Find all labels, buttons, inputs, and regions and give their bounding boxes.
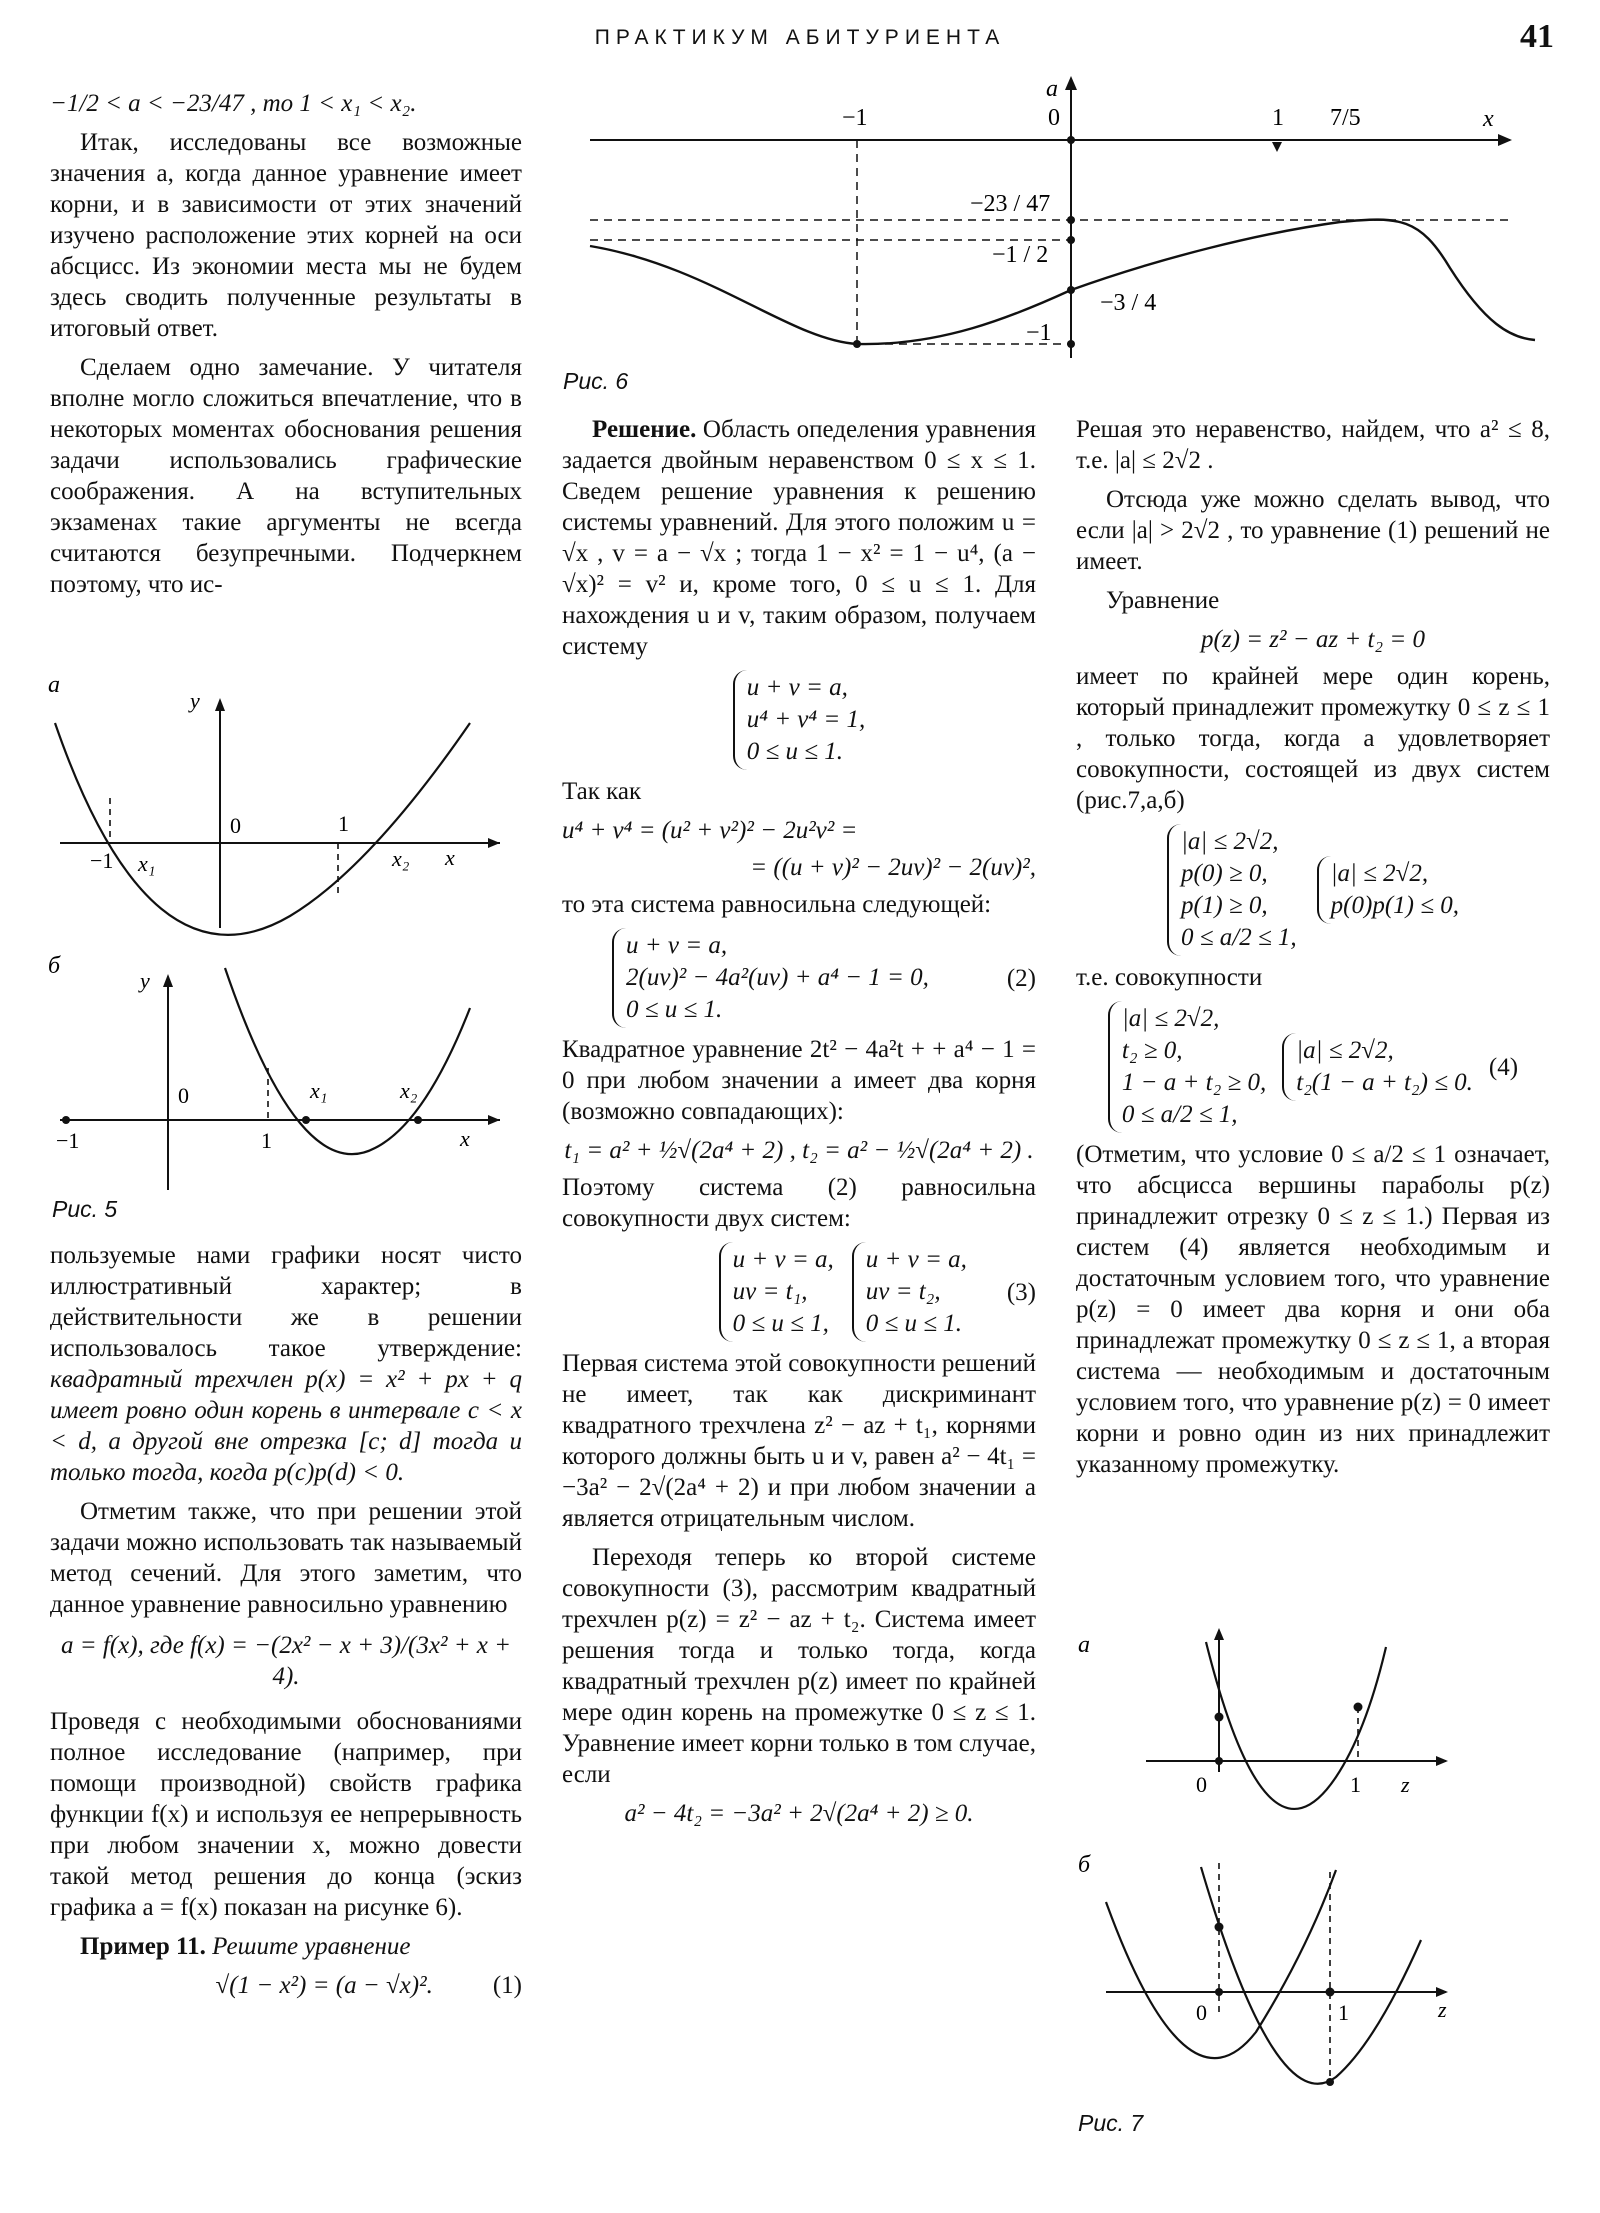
col2-equivalent: то эта система равносильна следующей: [562, 891, 992, 918]
column-1 [50, 88, 522, 608]
fig5a-x-arrow [488, 838, 500, 848]
col1-paragraph-3: пользуемые нами графики носят чисто иллюстративный характер; в действительности же в решении использовалось такое утверждение: квадратный трехчлен p(x) = x² + px + q имеет ровно один корень в интервале c < x < d, а другой вне отрезка [c; d] тогда и только тогда, когда p(c)p(d) < 0. [50, 1242, 522, 1486]
fig6-label-34: −3 / 4 [1100, 290, 1157, 316]
figure-7 [1076, 1622, 1546, 2142]
col1-equation-1: √(1 − x²) = (a − √x)². (1) [215, 1972, 522, 1999]
fig5-label-a: а [48, 672, 60, 698]
fig5a-minus-one: −1 [90, 848, 114, 873]
fig5a-y-arrow [215, 698, 225, 711]
fig5b-x-arrow [488, 1115, 500, 1125]
figure-5-plot [40, 668, 510, 1228]
col3-system-4: |a| ≤ 2√2, t₂ ≥ 0, 1 − a + t₂ ≥ 0, 0 ≤ a/2 ≤ 1, |a| ≤ 2√2, t₂(1 − a + t₂) ≤ 0. (4) [1076, 1001, 1550, 1133]
fig6-a-label: a [1046, 76, 1058, 102]
fig5b-parabola [225, 968, 470, 1154]
fig6-x-arrow [1498, 134, 1512, 146]
fig6-point-34 [1067, 286, 1075, 294]
fig7a-vert-arrow [1214, 1628, 1224, 1640]
col2-tak-kak: Так как [562, 778, 642, 805]
fig6-label-2347: −23 / 47 [970, 191, 1051, 217]
fig5b-root-2 [414, 1116, 422, 1124]
fig5a-x2: x₂ [392, 846, 410, 871]
fig6-origin [1067, 136, 1075, 144]
col2-first-system: Первая система этой совокупности решений не имеет, так как дискриминант квадратного трехчлена z² − az + t₁, корнями которого должны быть u и v, равен a² − 4t₁ = −3a² − 2√(2a⁴ + 2) и при любом значении a является отрицательным числом. [562, 1350, 1036, 1532]
col3-uravnenie: Уравнение [1106, 587, 1220, 614]
fig6-caption: Рис. 6 [563, 368, 629, 394]
fig6-x-label: x [1483, 106, 1494, 132]
col1-paragraph-5: Проведя с необходимыми обоснованиями полное исследование (например, при помощи производной) свойств графика функции f(x) и используя ее непрерывность при любом значении x, можно довести такой метод решения до конца (эскиз графика a = f(x) показан на рисунке 6). [50, 1708, 522, 1921]
column-1-continued [50, 1240, 522, 2007]
col3-systems-ab: |a| ≤ 2√2, p(0) ≥ 0, p(1) ≥ 0, 0 ≤ a/2 ≤ 1, |a| ≤ 2√2, p(0)p(1) ≤ 0, [1076, 824, 1550, 956]
fig7a-point-p1 [1354, 1703, 1363, 1712]
fig5a-y-label: y [190, 688, 200, 713]
col2-equation-t: t₁ = a² + ½√(2a⁴ + 2) , t₂ = a² − ½√(2a⁴ + 2) . [564, 1137, 1034, 1164]
col2-second-system: Переходя теперь ко второй системе совокупности (3), рассмотрим квадратный трехчлен p(z) = z² − az + t₂. Система имеет решения тогда и только тогда, когда квадратный трехчлен p(z) имеет по крайней мере один корень на промежутке 0 ≤ z ≤ 1. Уравнение имеет корни только в том случае, если [562, 1544, 1036, 1788]
col1-intro-inequality: −1/2 < a < −23/47 , то 1 < x₁ < x₂. [50, 90, 417, 117]
col2-system-2: u + v = a, 2(uv)² − 4a²(uv) + a⁴ − 1 = 0, 0 ≤ u ≤ 1. (2) [562, 928, 1036, 1028]
fig5b-point-minus-one [62, 1116, 70, 1124]
fig5b-x-label: x [460, 1126, 470, 1151]
col1-paragraph-1: Итак, исследованы все возможные значения a, когда данное уравнение имеет корни, и в зависимости от этих значений изучено расположение этих корней на оси абсцисс. Из экономии места мы не будем здесь сводить полученные результаты в итоговый ответ. [50, 129, 522, 342]
fig5-caption: Рис. 5 [52, 1196, 118, 1222]
fig5a-x1: x₁ [138, 851, 156, 876]
fig5b-one: 1 [261, 1128, 272, 1153]
col1-paragraph-2: Сделаем одно замечание. У читателя вполне могло сложиться впечатление, что в некоторых моментах обоснования решения задачи использовались графические соображения. А на вступительных экзаменах такие аргументы не всегда считаются безупречными. Подчеркнем поэтому, что ис- [50, 354, 522, 598]
fig7a-zero: 0 [1196, 1772, 1207, 1797]
fig5b-root-1 [302, 1116, 310, 1124]
fig7-label-b: б [1078, 1852, 1091, 1878]
fig6-curve [590, 220, 1535, 344]
fig7b-parabola-1 [1106, 1870, 1336, 2058]
fig7a-one: 1 [1350, 1772, 1361, 1797]
fig7b-point-p0 [1215, 1923, 1224, 1932]
fig5-label-b: б [48, 953, 61, 979]
col3-paragraph-1: Решая это неравенство, найдем, что a² ≤ 8, т.е. |a| ≤ 2√2 . [1076, 416, 1550, 474]
fig5b-minus-one: −1 [56, 1128, 80, 1153]
figure-5 [40, 668, 510, 1228]
fig6-tick-one-marker [1272, 142, 1282, 152]
fig7b-z: z [1438, 1997, 1447, 2022]
fig5a-parabola [55, 723, 470, 935]
fig7a-origin [1215, 1757, 1223, 1765]
col1-equation-f: a = f(x), где f(x) = −(2x² − x + 3)/(3x² + x + 4). [60, 1632, 512, 1690]
fig5b-x2: x₂ [400, 1078, 418, 1103]
fig7b-zero: 0 [1196, 2000, 1207, 2025]
col3-sovokupnosti: т.е. совокупности [1076, 964, 1263, 991]
fig7b-point-p1 [1326, 1988, 1335, 1997]
col1-example: Пример 11. Решите уравнение [80, 1933, 411, 1960]
fig5b-zero: 0 [178, 1083, 189, 1108]
fig7b-one: 1 [1338, 2000, 1349, 2025]
figure-6 [560, 68, 1560, 408]
fig6-label-m1: −1 [1026, 320, 1052, 346]
figure-6-plot [560, 68, 1560, 408]
running-header: ПРАКТИКУМ АБИТУРИЕНТА [594, 26, 1006, 49]
column-2 [562, 414, 1036, 1835]
fig7b-vertex [1326, 2078, 1334, 2086]
fig6-point-min [853, 340, 861, 348]
col2-poetomu: Поэтому система (2) равносильна совокупности двух систем: [562, 1174, 1036, 1232]
col3-paragraph-6: (Отметим, что условие 0 ≤ a/2 ≤ 1 означает, что абсцисса вершины параболы p(z) принадлежит отрезку 0 ≤ z ≤ 1.) Первая из систем (4) является необходимым и достаточным условием того, что уравнение p(z) = 0 имеет два корня и они оба принадлежат промежутку 0 ≤ z ≤ 1, а вторая система — необходимым и достаточным условием того, что уравнение p(z) = 0 имеет корни и ровно один из них принадлежит указанному промежутку. [1076, 1141, 1550, 1478]
fig7-caption: Рис. 7 [1078, 2110, 1144, 2136]
fig5b-x1: x₁ [310, 1078, 328, 1103]
fig7b-z-arrow [1436, 1987, 1448, 1997]
fig7a-z: z [1401, 1772, 1410, 1797]
col2-equation-last: a² − 4t₂ = −3a² + 2√(2a⁴ + 2) ≥ 0. [624, 1800, 974, 1827]
col2-solution: Решение. Область опеделения уравнения задается двойным неравенством 0 ≤ x ≤ 1. Сведем решение уравнения к решению системы уравнений. Для этого положим u = √x , v = a − √x ; тогда 1 − x² = 1 − u⁴, (a − √x)² = v² и, кроме того, 0 ≤ u ≤ 1. Для нахождения u и v, таким образом, получаем систему [562, 416, 1037, 660]
col3-equation-p: p(z) = z² − az + t₂ = 0 [1201, 626, 1425, 653]
col2-quadratic: Квадратное уравнение 2t² − 4a²t + + a⁴ − 1 = 0 при любом значении a имеет два корня (возможно совпадающих): [562, 1036, 1036, 1125]
fig6-label-12: −1 / 2 [992, 242, 1049, 268]
column-3 [1076, 414, 1550, 1488]
fig7a-point-p0 [1215, 1713, 1224, 1722]
fig6-point-2347 [1067, 216, 1075, 224]
fig6-tick-m1: −1 [842, 105, 868, 131]
fig7b-origin [1215, 1988, 1223, 1996]
fig6-a-arrow [1065, 76, 1077, 90]
fig5a-one: 1 [338, 811, 349, 836]
col2-system-1: u + v = a, u⁴ + v⁴ = 1, 0 ≤ u ≤ 1. [562, 670, 1036, 770]
fig6-tick-1: 1 [1272, 105, 1284, 131]
fig6-point-12 [1067, 236, 1075, 244]
fig5b-y-arrow [163, 974, 173, 987]
col3-paragraph-4: имеет по крайней мере один корень, который принадлежит промежутку 0 ≤ z ≤ 1 , только тогда, когда a удовлетворяет совокупности, состоящей из двух систем (рис.7,а,б) [1076, 663, 1550, 814]
fig5a-zero: 0 [230, 813, 241, 838]
page-number: 41 [1520, 18, 1554, 55]
fig6-tick-75: 7/5 [1330, 105, 1361, 131]
col2-equation-u4-b: = ((u + v)² − 2uv)² − 2(uv)², [750, 854, 1036, 881]
fig7a-z-arrow [1436, 1756, 1448, 1766]
fig7-label-a: а [1078, 1632, 1090, 1658]
col2-system-3: u + v = a, uv = t₁, 0 ≤ u ≤ 1, u + v = a, uv = t₂, 0 ≤ u ≤ 1. (3) [562, 1242, 1036, 1342]
col2-equation-u4-a: u⁴ + v⁴ = (u² + v²)² − 2u²v² = [562, 817, 858, 844]
fig5b-y-label: y [140, 968, 150, 993]
figure-7-plot [1076, 1622, 1546, 2142]
col3-paragraph-2: Отсюда уже можно сделать вывод, что если |a| > 2√2 , то уравнение (1) решений не имеет. [1076, 486, 1550, 575]
fig5a-x-label: x [445, 845, 455, 870]
fig6-tick-0: 0 [1048, 105, 1060, 131]
col1-paragraph-4: Отметим также, что при решении этой задачи можно использовать так называемый метод сечений. Для этого заметим, что данное уравнение равносильно уравнению [50, 1498, 522, 1618]
fig6-point-m1 [1067, 340, 1075, 348]
